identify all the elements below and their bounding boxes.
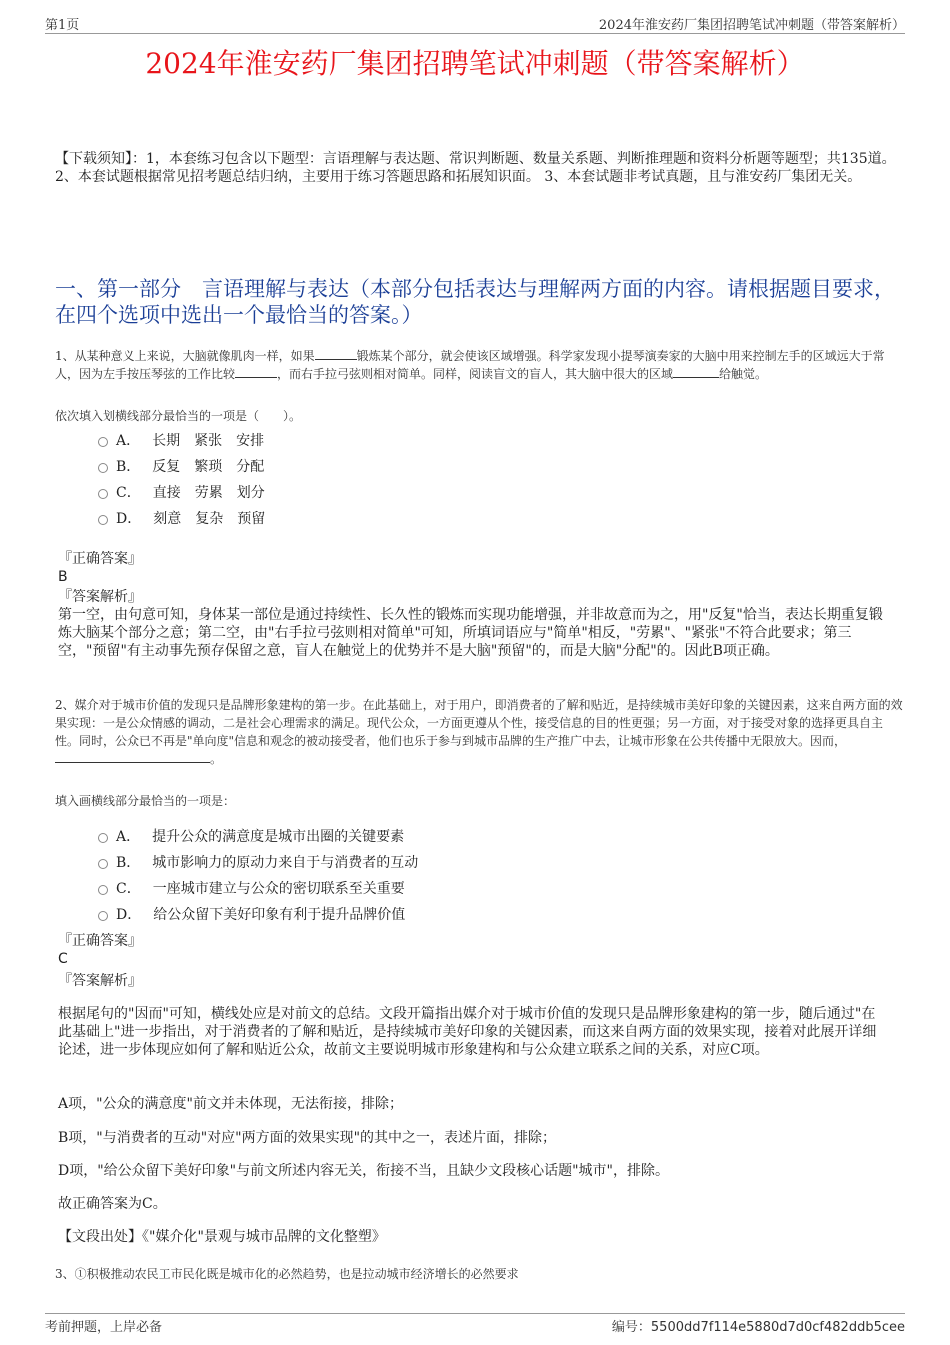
question-2-prompt: 填入画横线部分最恰当的一项是：	[55, 794, 236, 808]
q2-answer: C	[58, 951, 68, 967]
q2-note-d: D项，"给公众留下美好印象"与前文所述内容无关，衔接不当，且缺少文段核心话题"城市"，排除。	[58, 1163, 669, 1179]
download-notice: 【下载须知】：1，本套练习包含以下题型：言语理解与表达题、常识判断题、数量关系题、判断推理题和资料分析题等题型；共135道。 2、本套试题根据常见招考题总结归纳，主要用于练习答题思路和拓展知识面。 3、本套试题非考试真题，且与淮安药厂集团无关。	[55, 151, 896, 185]
page-number: 第1页	[45, 18, 80, 33]
q1-option-c[interactable]: C． 直接 劳累 划分	[98, 482, 265, 502]
radio-icon[interactable]	[98, 489, 108, 499]
q1-option-d[interactable]: D． 刻意 复杂 预留	[98, 508, 265, 528]
q1-analysis: 第一空，由句意可知，身体某一部位是通过持续性、长久性的锻炼而实现功能增强，并非故意而为之，用"反复"恰当，表达长期重复锻炼大脑某个部分之意；第二空，由"右手拉弓弦则相对简单"可知，所填词语应与"简单"相反，"劳累"、"紧张"不符合此要求；第三空，"预留"有主动事先预存保留之意，盲人在触觉上的优势并不是大脑"预留"的，而是大脑"分配"的。因此B项正确。	[58, 607, 883, 659]
header-divider	[45, 33, 905, 34]
q1-analysis-label: 『答案解析』	[58, 589, 142, 605]
footer-slogan: 考前押题，上岸必备	[45, 1320, 163, 1335]
q2-source: 【文段出处】《"媒介化"景观与城市品牌的文化整塑》	[58, 1229, 386, 1245]
radio-icon[interactable]	[98, 463, 108, 473]
q2-option-d[interactable]: D． 给公众留下美好印象有利于提升品牌价值	[98, 904, 405, 924]
radio-icon[interactable]	[98, 833, 108, 843]
q2-note-a: A项，"公众的满意度"前文并未体现，无法衔接，排除；	[58, 1096, 403, 1112]
page-title: 2024年淮安药厂集团招聘笔试冲刺题（带答案解析）	[145, 47, 805, 80]
q2-analysis: 根据尾句的"因而"可知，横线处应是对前文的总结。文段开篇指出媒介对于城市价值的发现只是品牌形象建构的第一步，随后通过"在此基础上"进一步指出，对于消费者的了解和贴近，是持续城市美好印象的关键因素，而这来自两方面的效果实现，接着对此展开详细论述，进一步体现应如何了解和贴近公众，故前文主要说明城市形象建构和与公众建立联系之间的关系，对应C项。	[58, 1006, 877, 1058]
question-1-prompt: 依次填入划横线部分最恰当的一项是（ ）。	[55, 409, 302, 423]
footer-code: 编号：5500dd7f114e5880d7d0cf482ddb5cee	[611, 1320, 905, 1335]
q1-answer: B	[58, 569, 68, 585]
q2-option-b[interactable]: B． 城市影响力的原动力来自于与消费者的互动	[98, 852, 418, 872]
q2-analysis-label: 『答案解析』	[58, 973, 142, 989]
question-3-text: 3、①积极推动农民工市民化既是城市化的必然趋势，也是拉动城市经济增长的必然要求	[55, 1267, 519, 1281]
question-1-text: 1、从某种意义上来说，大脑就像肌肉一样，如果 锻炼某个部分，就会使该区域增强。科学家发现小提琴演奏家的大脑中用来控制左手的区域远大于常人，因为左手按压琴弦的工作比较 ，而右手拉弓弦则相对简单。同样，阅读盲文的盲人，其大脑中很大的区域 给触觉。	[55, 349, 885, 381]
q1-option-b[interactable]: B． 反复 繁琐 分配	[98, 456, 264, 476]
q2-note-b: B项，"与消费者的互动"对应"两方面的效果实现"的其中之一，表述片面，排除；	[58, 1130, 557, 1146]
radio-icon[interactable]	[98, 515, 108, 525]
radio-icon[interactable]	[98, 437, 108, 447]
radio-icon[interactable]	[98, 885, 108, 895]
q2-answer-label: 『正确答案』	[58, 933, 142, 949]
footer-divider	[45, 1313, 905, 1314]
question-2-text: 2、媒介对于城市价值的发现只是品牌形象建构的第一步。在此基础上，对于用户，即消费者的了解和贴近，是持续城市美好印象的关键因素，这来自两方面的效果实现：一是公众情感的调动，二是社会心理需求的满足。现代公众，一方面更遵从个性，接受信息的目的性更强；另一方面，对于接受对象的选择更具自主性。同时，公众已不再是"单向度"信息和观念的被动接受者，他们也乐于参与到城市品牌的生产推广中去，让城市形象在公共传播中无限放大。因而，。	[55, 698, 903, 766]
q2-conclusion: 故正确答案为C。	[58, 1196, 167, 1212]
radio-icon[interactable]	[98, 859, 108, 869]
q2-option-c[interactable]: C． 一座城市建立与公众的密切联系至关重要	[98, 878, 405, 898]
radio-icon[interactable]	[98, 911, 108, 921]
q2-option-a[interactable]: A． 提升公众的满意度是城市出圈的关键要素	[98, 826, 404, 846]
section-heading: 一、第一部分 言语理解与表达（本部分包括表达与理解两方面的内容。请根据题目要求，在四个选项中选出一个最恰当的答案。）	[55, 277, 895, 327]
q1-option-a[interactable]: A． 长期 紧张 安排	[98, 430, 264, 450]
header-doc-title: 2024年淮安药厂集团招聘笔试冲刺题（带答案解析）	[598, 18, 905, 33]
q1-answer-label: 『正确答案』	[58, 551, 142, 567]
